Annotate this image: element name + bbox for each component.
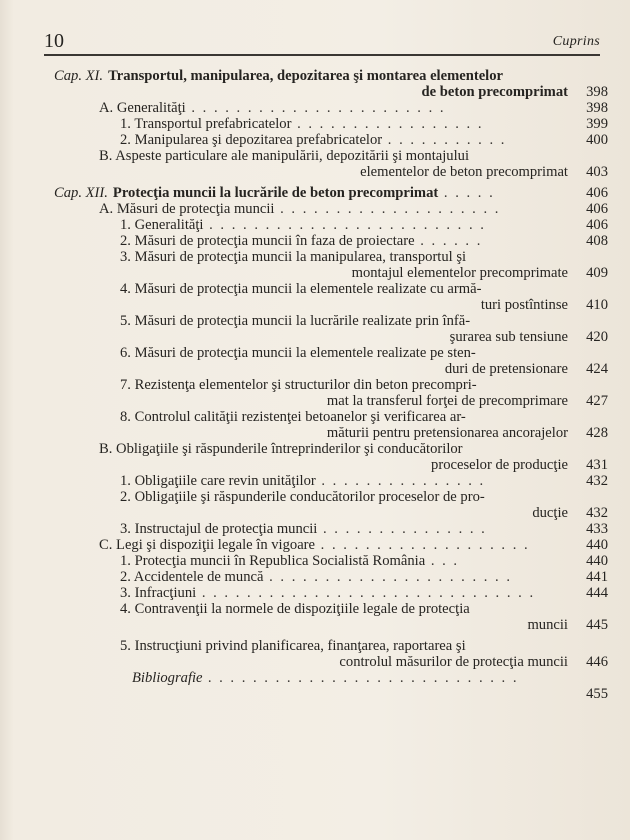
- chapter-title: Protecţia muncii la lucrările de beton precomprimat: [112, 185, 439, 201]
- toc-item-12-a7[interactable]: [44, 377, 608, 409]
- item-title: 2. Măsuri de protecţia muncii în faza de proiectare: [120, 233, 415, 249]
- toc-item-12-c2[interactable]: [44, 569, 608, 585]
- item-title: 1. Generalităţi: [120, 217, 204, 233]
- toc-item-12-a5[interactable]: [44, 313, 608, 345]
- item-title: 4. Contravenţii la normele de dispoziţiile legale de protecţia: [120, 601, 470, 617]
- toc-item-12-c1[interactable]: [44, 553, 608, 569]
- toc-item-12-a1[interactable]: [44, 217, 608, 233]
- leader-dots: . . .: [425, 553, 460, 569]
- page-ref: 431: [586, 457, 608, 473]
- page-ref: 445: [586, 617, 608, 633]
- leader-dots: . . . . . . . . . . . . . . . . .: [291, 116, 484, 132]
- page-ref: 428: [586, 425, 608, 441]
- toc-item-12-a3[interactable]: [44, 249, 608, 281]
- leader-dots: . . . . . . . . . . . . . . . . . . . . . . . . .: [203, 217, 486, 233]
- toc-item-12-c4[interactable]: [44, 601, 608, 633]
- item-title: 5. Instrucţiuni privind planificarea, finanţarea, raportarea şi: [120, 638, 466, 654]
- page-ref: 433: [586, 521, 608, 537]
- toc-item-12-c3[interactable]: [44, 585, 608, 601]
- item-title-cont: duri de pretensionare: [444, 361, 568, 377]
- toc-chapter-12[interactable]: [44, 185, 608, 201]
- toc-item-12-b2[interactable]: [44, 489, 608, 521]
- item-title: 7. Rezistenţa elementelor şi structurilor din beton precompri-: [120, 377, 477, 393]
- leader-dots: . . . . . . . . . . . . . . . . . . . . . .: [263, 569, 512, 585]
- item-title: 1. Transportul prefabricatelor: [120, 116, 292, 132]
- leader-dots: . . . . . . . . . . . . . . . . . . . . . . .: [185, 100, 446, 116]
- section-title: C. Legi şi dispoziţii legale în vigoare: [99, 537, 316, 553]
- item-title: 3. Instructajul de protecţia muncii: [120, 521, 318, 537]
- section-title-cont: elementelor de beton precomprimat: [360, 164, 568, 180]
- page-ref: 398: [586, 100, 608, 116]
- chapter-label: Cap. XII.: [54, 185, 108, 201]
- page-number: 10: [44, 30, 64, 52]
- item-title: 4. Măsuri de protecţia muncii la elementele realizate cu armă-: [120, 281, 482, 297]
- page-ref: 406: [586, 217, 608, 233]
- bibliography-page: [44, 686, 608, 704]
- item-title-cont: controlul măsurilor de protecţia muncii: [339, 654, 568, 670]
- page-header: [44, 28, 600, 56]
- chapter-title-cont: de beton precomprimat: [421, 84, 568, 100]
- page-ref: 455: [586, 686, 608, 702]
- item-title: 2. Obligaţiile şi răspunderile conducătorilor proceselor de pro-: [120, 489, 485, 505]
- item-title: 3. Infracţiuni: [120, 585, 197, 601]
- bibliography-title: Bibliografie: [132, 670, 203, 686]
- page-ref: 427: [586, 393, 608, 409]
- toc-item-11-a1[interactable]: [44, 116, 608, 132]
- leader-dots: . . . . . . . . . . .: [382, 132, 507, 148]
- item-title: 5. Măsuri de protecţia muncii la lucrările realizate prin înfă-: [120, 313, 471, 329]
- item-title-cont: măturii pentru pretensionarea ancorajelor: [326, 425, 568, 441]
- item-title: 1. Obligaţiile care revin unităţilor: [120, 473, 316, 489]
- leader-dots: . . . . . . . . . . . . . . .: [317, 521, 487, 537]
- page-ref: 398: [586, 84, 608, 100]
- page-ref: 406: [586, 185, 608, 201]
- page-ref: 432: [586, 473, 608, 489]
- item-title: 6. Măsuri de protecţia muncii la elementele realizate pe sten-: [120, 345, 476, 361]
- item-title: 8. Controlul calităţii rezistenţei betoanelor şi verificarea ar-: [120, 409, 466, 425]
- page-ref: 440: [586, 553, 608, 569]
- page-ref: 408: [586, 233, 608, 249]
- item-title-cont: turi postîntinse: [480, 297, 568, 313]
- toc-section-11-a[interactable]: [44, 100, 608, 116]
- page-ref: 400: [586, 132, 608, 148]
- page-ref: 410: [586, 297, 608, 313]
- toc-section-11-b[interactable]: [44, 148, 608, 180]
- toc-bibliografie[interactable]: [44, 670, 608, 686]
- toc-section-12-b[interactable]: [44, 441, 608, 473]
- toc-chapter-11[interactable]: [44, 68, 608, 100]
- leader-dots: . . . . . . . . . . . . . . . . . . . .: [274, 201, 501, 217]
- toc-item-12-c5[interactable]: [44, 638, 608, 670]
- item-title-cont: mat la transferul forţei de precomprimare: [326, 393, 568, 409]
- page-ref: 440: [586, 537, 608, 553]
- item-title-cont: ducţie: [532, 505, 568, 521]
- page-ref: 409: [586, 265, 608, 281]
- table-of-contents: [44, 68, 608, 704]
- item-title-cont: montajul elementelor precomprimate: [351, 265, 568, 281]
- item-title: 2. Manipularea şi depozitarea prefabricatelor: [120, 132, 383, 148]
- item-title-cont: şurarea sub tensiune: [449, 329, 568, 345]
- toc-item-12-a8[interactable]: [44, 409, 608, 441]
- item-title: 3. Măsuri de protecţia muncii la manipularea, transportul şi: [120, 249, 467, 265]
- section-title: A. Măsuri de protecţia muncii: [99, 201, 275, 217]
- section-title-cont: proceselor de producţie: [431, 457, 568, 473]
- leader-dots: . . . . . . . . . . . . . . .: [315, 473, 486, 489]
- toc-item-12-b3[interactable]: [44, 521, 608, 537]
- leader-dots: . . . . . . . . . . . . . . . . . . . . . . . . . . . . . .: [196, 585, 536, 601]
- page-ref: 420: [586, 329, 608, 345]
- page-ref: 399: [586, 116, 608, 132]
- page-ref: 403: [586, 164, 608, 180]
- toc-item-12-a4[interactable]: [44, 281, 608, 313]
- item-title: 2. Accidentele de muncă: [120, 569, 264, 585]
- toc-item-12-a2[interactable]: [44, 233, 608, 249]
- page-ref: 424: [586, 361, 608, 377]
- page-ref: 432: [586, 505, 608, 521]
- leader-dots: . . . . .: [438, 185, 495, 201]
- toc-item-12-a6[interactable]: [44, 345, 608, 377]
- chapter-title: Transportul, manipularea, depozitarea şi montarea elementelor: [108, 68, 503, 84]
- leader-dots: . . . . . .: [414, 233, 483, 249]
- chapter-label: Cap. XI.: [54, 68, 104, 84]
- page-ref: 406: [586, 201, 608, 217]
- page-ref: 446: [586, 654, 608, 670]
- leader-dots: . . . . . . . . . . . . . . . . . . . . . . . . . . . .: [202, 670, 519, 686]
- section-title: B. Obligaţiile şi răspunderile întreprinderilor şi conducătorilor: [99, 441, 463, 457]
- item-title: 1. Protecţia muncii în Republica Socialistă România: [120, 553, 426, 569]
- page-ref: 444: [586, 585, 608, 601]
- leader-dots: . . . . . . . . . . . . . . . . . . .: [315, 537, 530, 553]
- running-title: Cuprins: [552, 34, 600, 49]
- section-title: A. Generalităţi: [99, 100, 186, 116]
- toc-section-12-c[interactable]: [44, 537, 608, 553]
- section-title: B. Aspeste particulare ale manipulării, depozitării şi montajului: [99, 148, 470, 164]
- page-ref: 441: [586, 569, 608, 585]
- toc-item-11-a2[interactable]: [44, 132, 608, 148]
- item-title-cont: muncii: [527, 617, 568, 633]
- toc-item-12-b1[interactable]: [44, 473, 608, 489]
- toc-section-12-a[interactable]: [44, 201, 608, 217]
